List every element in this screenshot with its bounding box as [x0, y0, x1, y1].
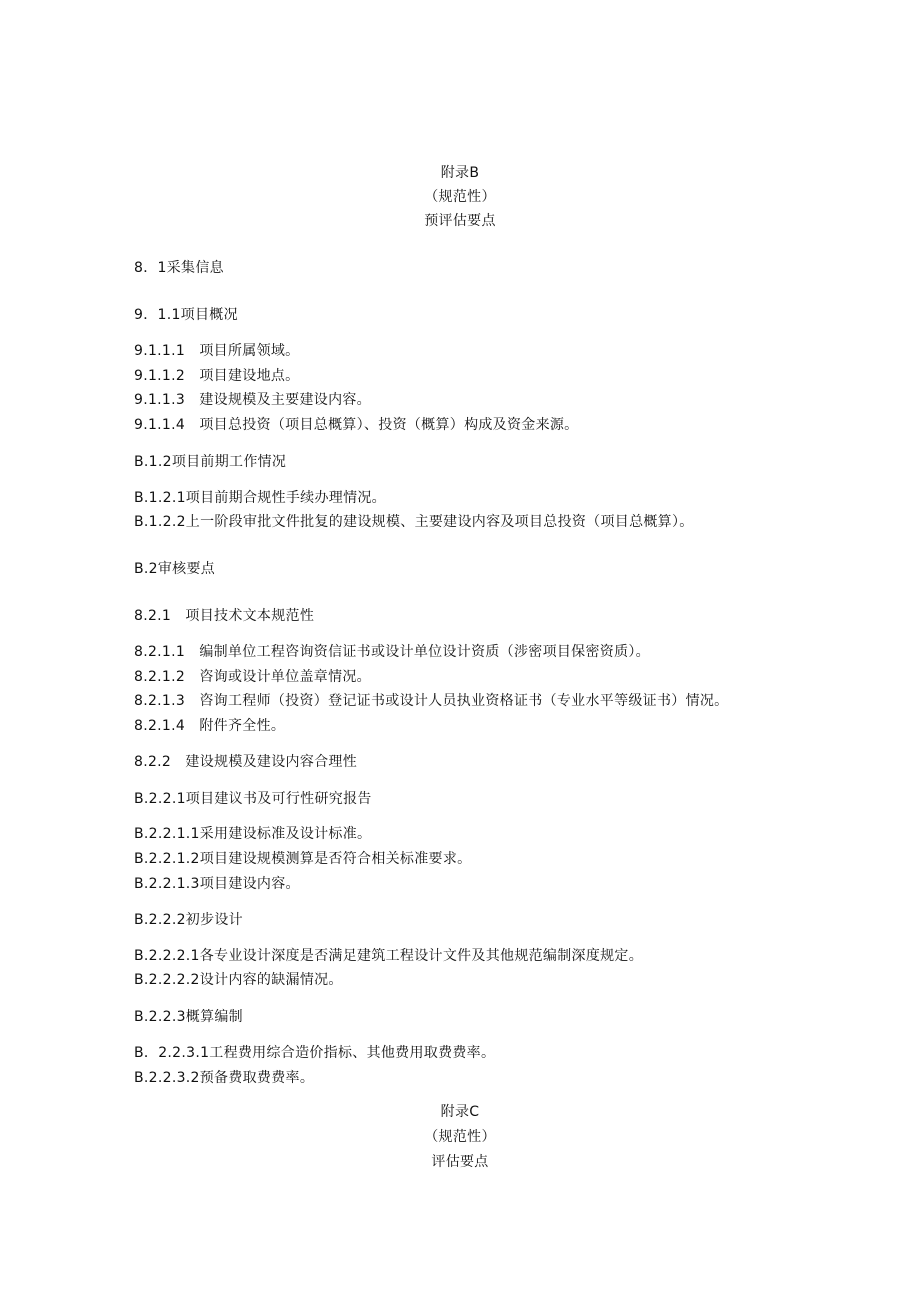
- appendix-c-subtitle: 评估要点: [431, 1154, 489, 1170]
- clause-line: B.2.2.1.2项目建设规模测算是否符合相关标准要求。: [134, 851, 472, 867]
- appendix-b-subtitle: 预评估要点: [424, 213, 496, 229]
- clause-line: 9.1.1.2 项目建设地点。: [134, 368, 300, 384]
- appendix-c-nature: （规范性）: [424, 1129, 496, 1145]
- clause-line: B.2.2.3.2预备费取费费率。: [134, 1070, 315, 1086]
- clause-line: 8.2.1.3 咨询工程师（投资）登记证书或设计人员执业资格证书（专业水平等级证书）情况。: [134, 693, 729, 709]
- clause-line: 8.2.1.1 编制单位工程咨询资信证书或设计单位设计资质（涉密项目保密资质）。: [134, 644, 650, 660]
- subsection-heading: 8.2.1 项目技术文本规范性: [134, 608, 315, 624]
- clause-line: 8.2.1.4 附件齐全性。: [134, 718, 286, 734]
- section-heading: B.2审核要点: [134, 561, 216, 577]
- appendix-c-title: 附录C: [440, 1104, 480, 1120]
- subsection-heading: B.1.2项目前期工作情况: [134, 454, 287, 470]
- clause-line: B.1.2.2上一阶段审批文件批复的建设规模、主要建设内容及项目总投资（项目总概算）。: [134, 514, 694, 530]
- appendix-b-title: 附录B: [440, 165, 480, 181]
- subsection-heading: B.2.2.2初步设计: [134, 912, 243, 928]
- clause-line: 8.2.1.2 咨询或设计单位盖章情况。: [134, 669, 371, 685]
- clause-line: 9.1.1.4 项目总投资（项目总概算）、投资（概算）构成及资金来源。: [134, 417, 579, 433]
- subsection-heading: 9．1.1项目概况: [134, 307, 238, 323]
- clause-line: 9.1.1.1 项目所属领域。: [134, 343, 300, 359]
- clause-line: B．2.2.3.1工程费用综合造价指标、其他费用取费费率。: [134, 1045, 496, 1061]
- appendix-b-nature: （规范性）: [424, 189, 496, 205]
- subsection-heading: B.2.2.3概算编制: [134, 1009, 243, 1025]
- subsection-heading: 8.2.2 建设规模及建设内容合理性: [134, 754, 358, 770]
- subsection-heading: B.2.2.1项目建议书及可行性研究报告: [134, 791, 372, 807]
- clause-line: 9.1.1.3 建设规模及主要建设内容。: [134, 392, 371, 408]
- clause-line: B.1.2.1项目前期合规性手续办理情况。: [134, 490, 386, 506]
- clause-line: B.2.2.1.1采用建设标准及设计标准。: [134, 826, 372, 842]
- clause-line: B.2.2.2.2设计内容的缺漏情况。: [134, 972, 343, 988]
- section-heading: 8．1采集信息: [134, 260, 224, 276]
- clause-line: B.2.2.1.3项目建设内容。: [134, 876, 300, 892]
- clause-line: B.2.2.2.1各专业设计深度是否满足建筑工程设计文件及其他规范编制深度规定。: [134, 948, 644, 964]
